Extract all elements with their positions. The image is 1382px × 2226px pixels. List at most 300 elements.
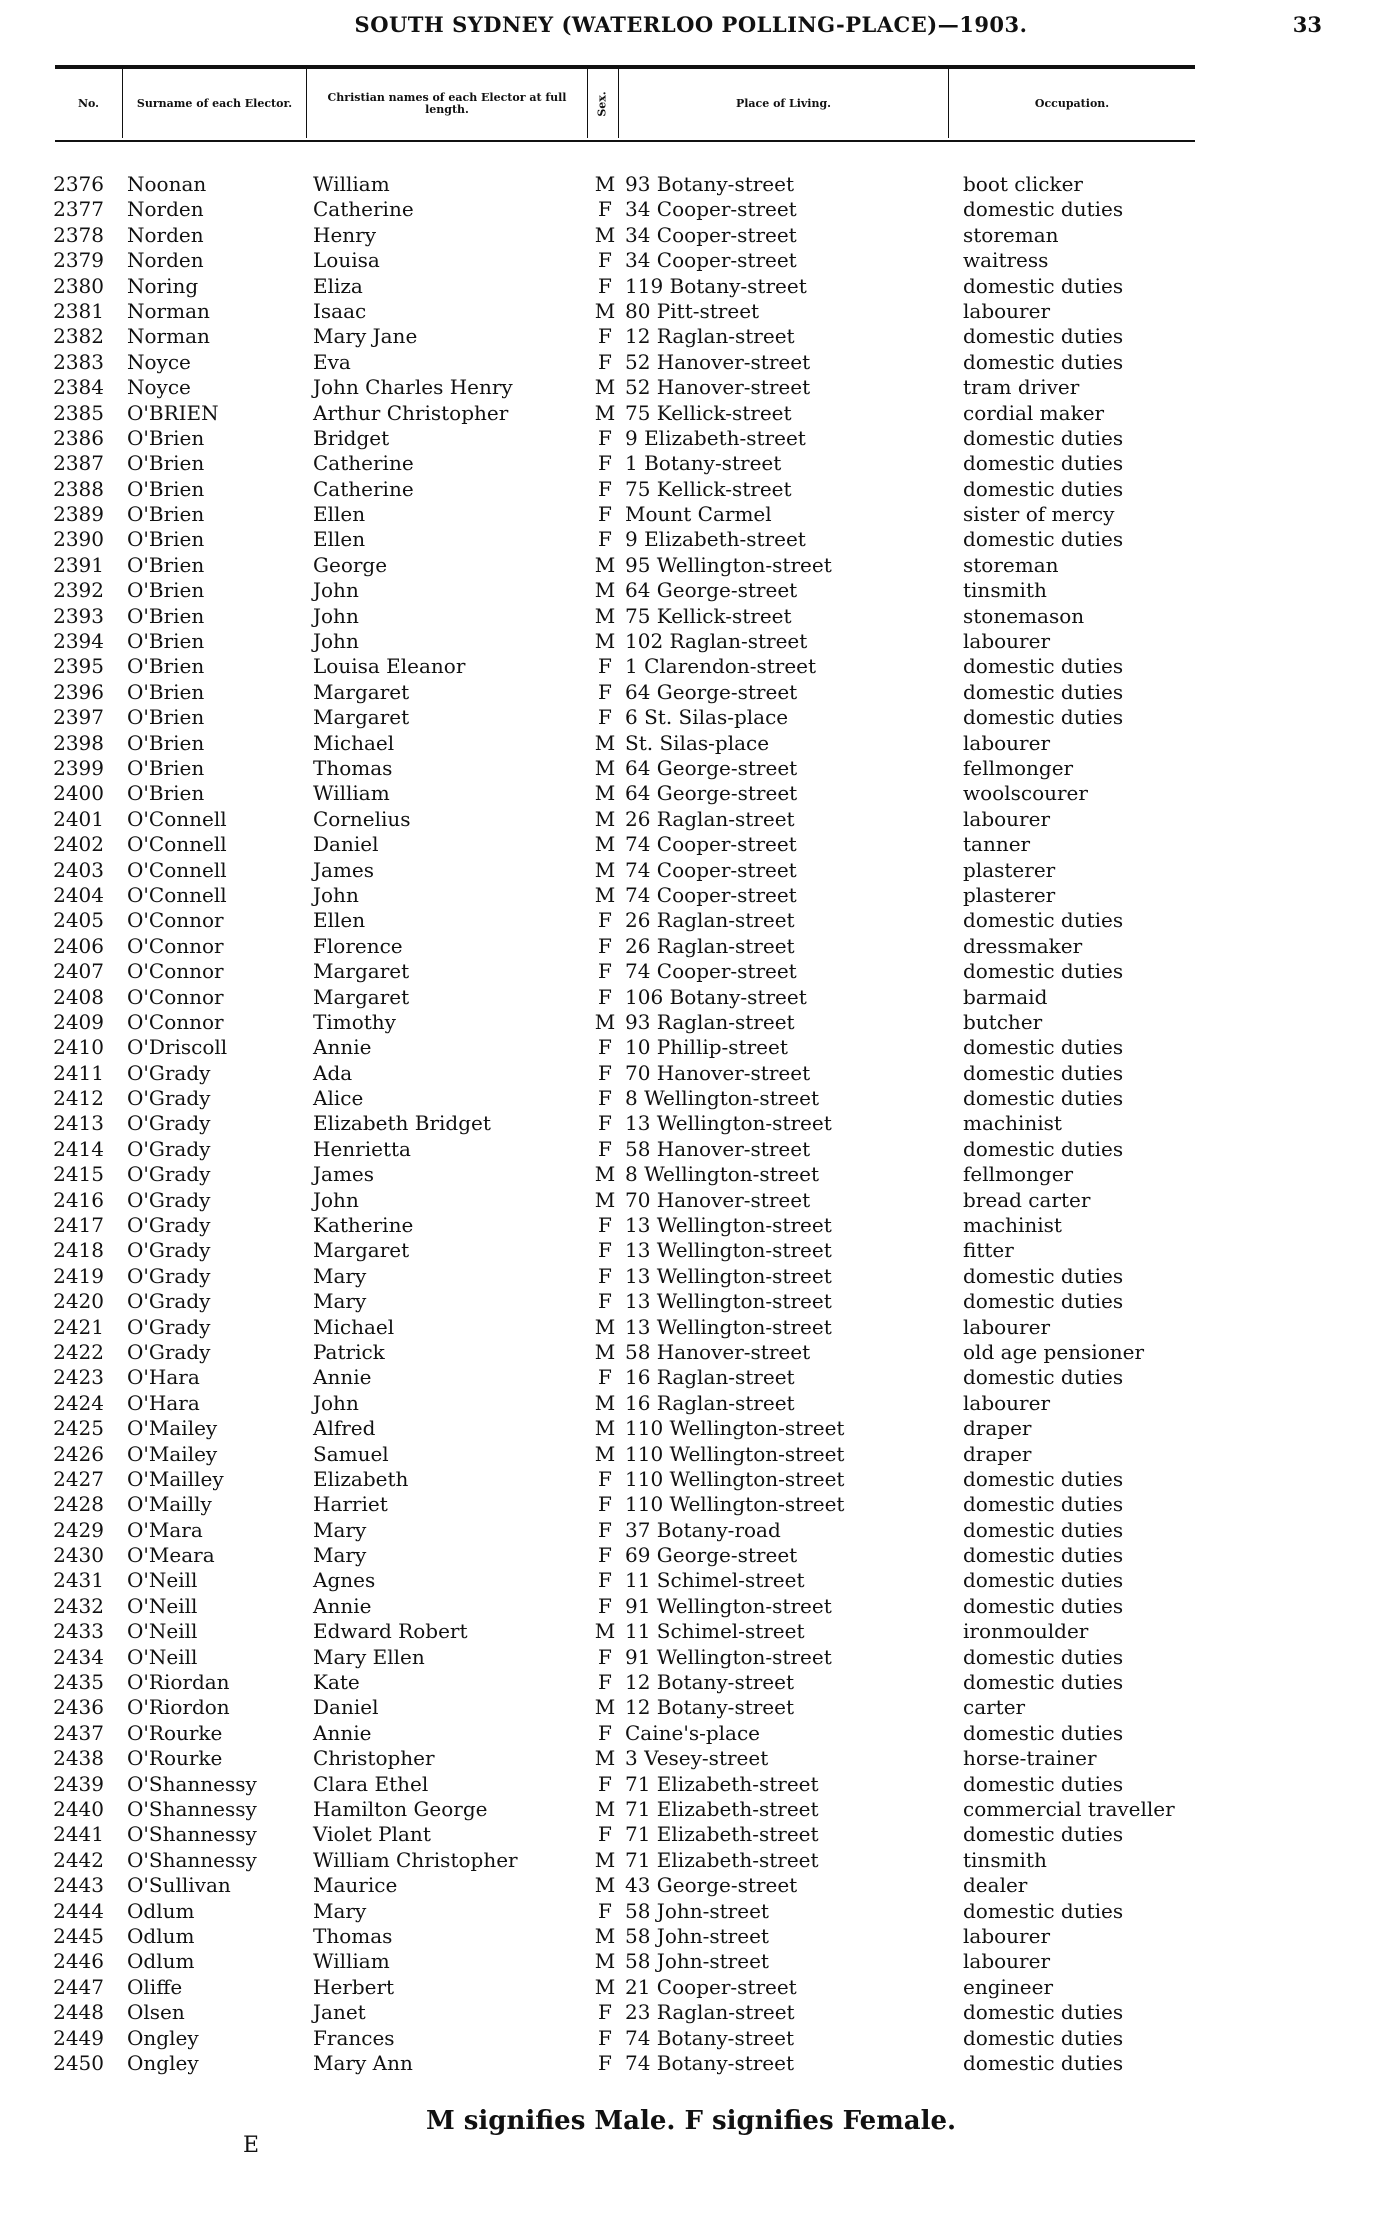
elector-number: 2396 [53, 679, 104, 704]
elector-christian-names: Mary Ellen [313, 1644, 425, 1669]
elector-sex: F [598, 933, 612, 958]
elector-occupation: domestic duties [963, 476, 1124, 501]
elector-surname: O'Grady [127, 1289, 211, 1314]
footer-legend: M signifies Male. F signifies Female. [425, 2106, 957, 2136]
elector-place: 13 Wellington-street [625, 1238, 832, 1263]
elector-place: 58 John-street [625, 1923, 769, 1948]
table-row [0, 1289, 1382, 1314]
elector-occupation: labourer [963, 298, 1051, 323]
header-sex-cell [588, 70, 618, 138]
elector-christian-names: William [313, 172, 390, 196]
elector-surname: O'Rourke [127, 1746, 223, 1771]
elector-occupation: sister of mercy [963, 502, 1115, 527]
elector-occupation: storeman [963, 222, 1059, 247]
elector-christian-names: William Christopher [313, 1847, 518, 1872]
elector-number: 2394 [53, 629, 104, 654]
elector-christian-names: Henry [313, 222, 377, 247]
elector-place: 110 Wellington-street [625, 1492, 845, 1517]
elector-surname: O'Brien [127, 425, 205, 450]
table-row [0, 1543, 1382, 1568]
elector-occupation: labourer [963, 806, 1051, 831]
table-row [0, 959, 1382, 984]
elector-surname: O'Mailley [127, 1466, 224, 1491]
elector-surname: O'Brien [127, 629, 205, 654]
elector-occupation: barmaid [963, 984, 1048, 1009]
elector-place: 69 George-street [625, 1543, 798, 1568]
elector-place: 13 Wellington-street [625, 1314, 832, 1339]
elector-occupation: fellmonger [963, 755, 1074, 780]
elector-christian-names: Edward Robert [313, 1619, 468, 1644]
elector-number: 2382 [53, 324, 104, 349]
elector-christian-names: Ellen [313, 527, 366, 552]
table-row [0, 1670, 1382, 1695]
elector-number: 2431 [53, 1568, 104, 1593]
elector-surname: O'Mara [127, 1517, 203, 1542]
elector-number: 2406 [53, 933, 104, 958]
table-row [0, 1315, 1382, 1340]
elector-place: 9 Elizabeth-street [625, 527, 806, 552]
elector-number: 2447 [53, 1974, 104, 1999]
elector-sex: F [598, 2000, 612, 2025]
elector-occupation: domestic duties [963, 2025, 1124, 2050]
elector-sex: F [598, 908, 612, 933]
table-row [0, 604, 1382, 629]
elector-place: 91 Wellington-street [625, 1644, 832, 1669]
elector-surname: O'Mailly [127, 1492, 212, 1517]
table-row [0, 553, 1382, 578]
elector-occupation: domestic duties [963, 1517, 1124, 1542]
elector-occupation: domestic duties [963, 1720, 1124, 1745]
table-row [0, 1772, 1382, 1797]
elector-christian-names: James [313, 857, 375, 882]
elector-occupation: domestic duties [963, 1898, 1124, 1923]
elector-sex: F [598, 705, 612, 730]
elector-place: 8 Wellington-street [625, 1162, 820, 1187]
elector-sex: F [598, 1517, 612, 1542]
header-top-rule [55, 65, 1195, 69]
table-row [0, 172, 1382, 197]
elector-surname: O'Shannessy [127, 1771, 257, 1796]
elector-sex: M [594, 1974, 616, 1999]
elector-sex: F [598, 984, 612, 1009]
table-row [0, 375, 1382, 400]
elector-number: 2410 [53, 1035, 104, 1060]
elector-sex: M [594, 1314, 616, 1339]
elector-number: 2437 [53, 1720, 104, 1745]
elector-surname: Ongley [127, 2050, 199, 2075]
table-row [0, 451, 1382, 476]
elector-surname: Noring [127, 273, 199, 298]
table-row [0, 1848, 1382, 1873]
elector-number: 2424 [53, 1390, 104, 1415]
elector-number: 2411 [53, 1060, 104, 1085]
elector-christian-names: William [313, 781, 390, 806]
elector-christian-names: Louisa [313, 248, 380, 273]
elector-surname: Norman [127, 298, 210, 323]
elector-place: 1 Botany-street [625, 451, 782, 476]
elector-sex: M [594, 806, 616, 831]
table-row [0, 832, 1382, 857]
header-occupation: Occupation. [1034, 97, 1110, 110]
elector-sex: F [598, 273, 612, 298]
elector-occupation: old age pensioner [963, 1339, 1145, 1364]
table-row [0, 629, 1382, 654]
elector-sex: F [598, 1111, 612, 1136]
elector-number: 2434 [53, 1644, 104, 1669]
elector-occupation: domestic duties [963, 1136, 1124, 1161]
elector-surname: O'Connor [127, 959, 224, 984]
elector-sex: F [598, 679, 612, 704]
elector-place: Caine's-place [625, 1720, 761, 1745]
elector-number: 2444 [53, 1898, 104, 1923]
elector-surname: Ongley [127, 2025, 199, 2050]
elector-number: 2407 [53, 959, 104, 984]
elector-sex: F [598, 1670, 612, 1695]
elector-sex: F [598, 425, 612, 450]
elector-surname: O'Neill [127, 1619, 198, 1644]
elector-place: 74 Cooper-street [625, 882, 797, 907]
elector-occupation: domestic duties [963, 349, 1124, 374]
elector-number: 2391 [53, 552, 104, 577]
elector-occupation: domestic duties [963, 679, 1124, 704]
elector-number: 2418 [53, 1238, 104, 1263]
elector-number: 2417 [53, 1213, 104, 1238]
elector-christian-names: Janet [313, 2000, 366, 2025]
table-row [0, 1162, 1382, 1187]
elector-occupation: domestic duties [963, 1822, 1124, 1847]
table-row [0, 1111, 1382, 1136]
elector-sex: F [598, 1466, 612, 1491]
elector-place: 71 Elizabeth-street [625, 1771, 819, 1796]
table-row [0, 680, 1382, 705]
elector-sex: M [594, 1847, 616, 1872]
elector-christian-names: Bridget [313, 425, 390, 450]
elector-number: 2433 [53, 1619, 104, 1644]
table-row [0, 731, 1382, 756]
elector-occupation: horse-trainer [963, 1746, 1097, 1771]
elector-place: 26 Raglan-street [625, 908, 795, 933]
elector-sex: M [594, 1695, 616, 1720]
elector-occupation: draper [963, 1416, 1032, 1441]
elector-sex: F [598, 1593, 612, 1618]
elector-place: 58 Hanover-street [625, 1339, 811, 1364]
table-row [0, 2051, 1382, 2076]
elector-sex: F [598, 1289, 612, 1314]
table-row [0, 1365, 1382, 1390]
header-bottom-rule [55, 140, 1195, 142]
elector-place: 75 Kellick-street [625, 400, 792, 425]
elector-christian-names: Ellen [313, 502, 366, 527]
elector-christian-names: Catherine [313, 197, 414, 222]
elector-surname: O'Brien [127, 705, 205, 730]
elector-christian-names: Christopher [313, 1746, 435, 1771]
elector-place: 34 Cooper-street [625, 222, 797, 247]
elector-occupation: plasterer [963, 857, 1056, 882]
elector-christian-names: Daniel [313, 1695, 379, 1720]
elector-number: 2415 [53, 1162, 104, 1187]
elector-sex: M [594, 1416, 616, 1441]
elector-place: 70 Hanover-street [625, 1187, 811, 1212]
elector-number: 2395 [53, 654, 104, 679]
signature-mark: E [243, 2133, 260, 2158]
elector-christian-names: Katherine [313, 1213, 414, 1238]
elector-christian-names: John [313, 603, 359, 628]
elector-number: 2450 [53, 2050, 104, 2075]
elector-christian-names: Ada [313, 1060, 353, 1085]
elector-place: 13 Wellington-street [625, 1289, 832, 1314]
elector-surname: O'Brien [127, 755, 205, 780]
elector-number: 2420 [53, 1289, 104, 1314]
elector-surname: O'Neill [127, 1568, 198, 1593]
elector-occupation: engineer [963, 1974, 1054, 1999]
elector-place: 16 Raglan-street [625, 1390, 795, 1415]
table-row [0, 756, 1382, 781]
elector-number: 2377 [53, 197, 104, 222]
elector-sex: M [594, 603, 616, 628]
elector-place: 102 Raglan-street [625, 629, 808, 654]
elector-occupation: domestic duties [963, 1593, 1124, 1618]
elector-place: St. Silas-place [625, 730, 770, 755]
elector-place: 95 Wellington-street [625, 552, 832, 577]
elector-christian-names: Eva [313, 349, 351, 374]
elector-christian-names: Cornelius [313, 806, 411, 831]
elector-christian-names: William [313, 1949, 390, 1974]
elector-number: 2397 [53, 705, 104, 730]
elector-occupation: domestic duties [963, 425, 1124, 450]
elector-christian-names: Hamilton George [313, 1797, 488, 1821]
table-row [0, 578, 1382, 603]
elector-surname: O'Brien [127, 781, 205, 806]
elector-sex: F [598, 959, 612, 984]
elector-place: 26 Raglan-street [625, 933, 795, 958]
elector-place: 34 Cooper-street [625, 197, 797, 222]
elector-place: 110 Wellington-street [625, 1416, 845, 1441]
elector-occupation: bread carter [963, 1187, 1091, 1212]
elector-sex: F [598, 1035, 612, 1060]
elector-surname: O'Riordan [127, 1670, 230, 1695]
header-no: No. [77, 97, 100, 110]
elector-number: 2412 [53, 1086, 104, 1111]
elector-place: 16 Raglan-street [625, 1365, 795, 1390]
elector-sex: F [598, 1822, 612, 1847]
table-row [0, 1721, 1382, 1746]
header-sex: Sex. [596, 91, 609, 117]
elector-occupation: machinist [963, 1213, 1062, 1238]
elector-number: 2430 [53, 1543, 104, 1568]
elector-surname: O'Brien [127, 527, 205, 552]
elector-place: 43 George-street [625, 1873, 798, 1898]
elector-christian-names: Mary [313, 1517, 367, 1542]
elector-occupation: waitress [963, 248, 1049, 273]
table-row [0, 197, 1382, 222]
table-row [0, 1594, 1382, 1619]
elector-surname: O'Shannessy [127, 1797, 257, 1821]
elector-christian-names: Florence [313, 933, 403, 958]
elector-surname: O'Brien [127, 578, 205, 603]
elector-surname: O'Grady [127, 1187, 211, 1212]
elector-sex: M [594, 882, 616, 907]
elector-christian-names: Maurice [313, 1873, 398, 1898]
elector-occupation: domestic duties [963, 1543, 1124, 1568]
elector-occupation: domestic duties [963, 908, 1124, 933]
elector-surname: O'Grady [127, 1339, 211, 1364]
elector-sex: M [594, 1923, 616, 1948]
elector-place: 11 Schimel-street [625, 1568, 805, 1593]
elector-occupation: storeman [963, 552, 1059, 577]
elector-place: 21 Cooper-street [625, 1974, 797, 1999]
elector-surname: O'Grady [127, 1111, 211, 1136]
elector-christian-names: Margaret [313, 959, 410, 984]
table-row [0, 1975, 1382, 2000]
elector-christian-names: Daniel [313, 832, 379, 857]
elector-christian-names: Mary [313, 1289, 367, 1314]
elector-surname: O'Grady [127, 1263, 211, 1288]
elector-christian-names: John [313, 1390, 359, 1415]
elector-place: 110 Wellington-street [625, 1466, 845, 1491]
elector-surname: O'Hara [127, 1390, 200, 1415]
elector-occupation: carter [963, 1695, 1026, 1720]
elector-christian-names: Catherine [313, 451, 414, 476]
elector-occupation: domestic duties [963, 2000, 1124, 2025]
elector-sex: M [594, 1746, 616, 1771]
elector-number: 2404 [53, 882, 104, 907]
elector-sex: M [594, 857, 616, 882]
elector-sex: M [594, 375, 616, 400]
table-row [0, 1340, 1382, 1365]
elector-sex: M [594, 1873, 616, 1898]
table-row [0, 274, 1382, 299]
elector-number: 2381 [53, 298, 104, 323]
elector-christian-names: Isaac [313, 298, 367, 323]
elector-christian-names: John [313, 629, 359, 654]
elector-number: 2435 [53, 1670, 104, 1695]
elector-christian-names: Henrietta [313, 1136, 411, 1161]
elector-occupation: labourer [963, 1949, 1051, 1974]
elector-number: 2383 [53, 349, 104, 374]
elector-sex: F [598, 1213, 612, 1238]
elector-christian-names: Mary [313, 1543, 367, 1568]
elector-sex: M [594, 1187, 616, 1212]
elector-occupation: domestic duties [963, 1670, 1124, 1695]
table-row [0, 985, 1382, 1010]
elector-christian-names: Annie [313, 1035, 372, 1060]
elector-christian-names: John [313, 882, 359, 907]
elector-place: 58 John-street [625, 1949, 769, 1974]
elector-place: 11 Schimel-street [625, 1619, 805, 1644]
elector-number: 2385 [53, 400, 104, 425]
elector-occupation: tram driver [963, 375, 1080, 400]
table-row [0, 426, 1382, 451]
elector-sex: M [594, 552, 616, 577]
elector-number: 2387 [53, 451, 104, 476]
elector-christian-names: Alice [313, 1086, 364, 1111]
table-row [0, 1238, 1382, 1263]
table-row [0, 477, 1382, 502]
elector-place: 74 Cooper-street [625, 857, 797, 882]
elector-christian-names: Thomas [313, 755, 393, 780]
elector-number: 2421 [53, 1314, 104, 1339]
elector-sex: F [598, 197, 612, 222]
elector-occupation: domestic duties [963, 527, 1124, 552]
elector-occupation: fellmonger [963, 1162, 1074, 1187]
elector-occupation: tanner [963, 832, 1031, 857]
elector-sex: F [598, 502, 612, 527]
elector-sex: F [598, 451, 612, 476]
elector-surname: O'BRIEN [127, 400, 219, 425]
elector-christian-names: Ellen [313, 908, 366, 933]
elector-christian-names: Annie [313, 1365, 372, 1390]
table-row [0, 1899, 1382, 1924]
elector-surname: O'Neill [127, 1593, 198, 1618]
table-row [0, 1492, 1382, 1517]
elector-surname: O'Shannessy [127, 1847, 257, 1872]
elector-number: 2384 [53, 375, 104, 400]
elector-place: 52 Hanover-street [625, 349, 811, 374]
table-row [0, 934, 1382, 959]
elector-surname: O'Brien [127, 552, 205, 577]
elector-surname: O'Mailey [127, 1416, 218, 1441]
elector-occupation: labourer [963, 1923, 1051, 1948]
elector-sex: M [594, 1009, 616, 1034]
elector-surname: Norden [127, 197, 204, 222]
elector-occupation: labourer [963, 730, 1051, 755]
elector-sex: F [598, 1238, 612, 1263]
elector-place: 80 Pitt-street [625, 298, 760, 323]
elector-number: 2390 [53, 527, 104, 552]
elector-place: 26 Raglan-street [625, 806, 795, 831]
elector-number: 2389 [53, 502, 104, 527]
elector-sex: M [594, 730, 616, 755]
elector-place: 37 Botany-road [625, 1517, 781, 1542]
elector-place: 74 Botany-street [625, 2025, 795, 2050]
elector-number: 2427 [53, 1466, 104, 1491]
electors-table [0, 172, 1382, 2076]
table-row [0, 324, 1382, 349]
elector-christian-names: Elizabeth [313, 1466, 409, 1491]
table-row [0, 1010, 1382, 1035]
elector-sex: M [594, 1441, 616, 1466]
table-row [0, 1619, 1382, 1644]
elector-sex: M [594, 1162, 616, 1187]
elector-christian-names: Alfred [313, 1416, 376, 1441]
elector-number: 2393 [53, 603, 104, 628]
elector-sex: M [594, 1797, 616, 1821]
elector-number: 2399 [53, 755, 104, 780]
elector-surname: Odlum [127, 1949, 195, 1974]
elector-sex: F [598, 1086, 612, 1111]
elector-occupation: fitter [963, 1238, 1014, 1263]
elector-sex: M [594, 172, 616, 196]
elector-place: 23 Raglan-street [625, 2000, 795, 2025]
table-row [0, 1645, 1382, 1670]
elector-christian-names: Mary Jane [313, 324, 418, 349]
elector-occupation: labourer [963, 1314, 1051, 1339]
elector-number: 2378 [53, 222, 104, 247]
elector-christian-names: Louisa Eleanor [313, 654, 466, 679]
table-row [0, 1213, 1382, 1238]
header-place: Place of Living. [735, 97, 831, 110]
elector-christian-names: Mary Ann [313, 2050, 413, 2075]
elector-occupation: domestic duties [963, 1365, 1124, 1390]
elector-occupation: domestic duties [963, 197, 1124, 222]
elector-place: 64 George-street [625, 781, 798, 806]
elector-place: 6 St. Silas-place [625, 705, 789, 730]
table-row [0, 350, 1382, 375]
elector-sex: F [598, 1060, 612, 1085]
elector-christian-names: Arthur Christopher [313, 400, 509, 425]
table-row [0, 1416, 1382, 1441]
elector-place: 10 Phillip-street [625, 1035, 788, 1060]
